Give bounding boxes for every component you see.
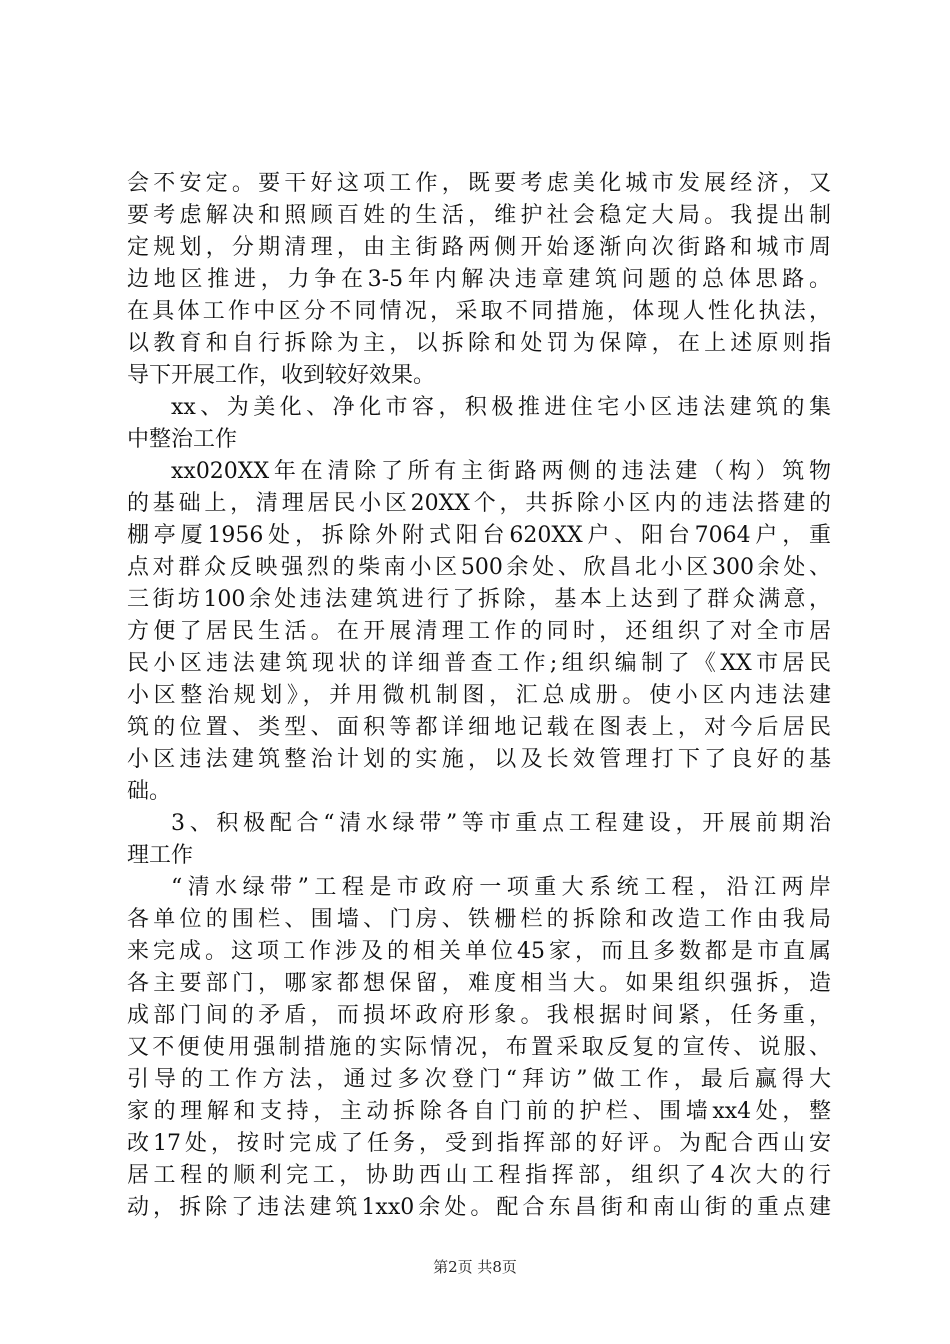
text-line: 民小区违法建筑现状的详细普查工作;组织编制了《XX市居民 — [127, 651, 831, 676]
text-line: xx、为美化、净化市容，积极推进住宅小区违法建筑的集 — [171, 395, 831, 420]
text-line: 引导的工作方法，通过多次登门“拜访”做工作，最后赢得大 — [127, 1067, 831, 1092]
text-line: 又不便使用强制措施的实际情况，布置采取反复的宣传、说服、 — [127, 1035, 831, 1060]
text-line: “清水绿带”工程是市政府一项重大系统工程，沿江两岸 — [171, 875, 831, 900]
text-line: 小区违法建筑整治计划的实施，以及长效管理打下了良好的基 — [127, 747, 831, 772]
text-line: 成部门间的矛盾，而损坏政府形象。我根据时间紧，任务重， — [127, 1003, 831, 1028]
text-line: 小区整治规划》，并用微机制图，汇总成册。使小区内违法建 — [127, 683, 831, 708]
text-line: 础。 — [127, 779, 172, 804]
text-line: xx020XX年在清除了所有主街路两侧的违法建（构）筑物 — [171, 459, 831, 484]
text-line: 中整治工作 — [127, 427, 238, 452]
text-line: 各主要部门，哪家都想保留，难度相当大。如果组织强拆，造 — [127, 971, 831, 996]
text-line: 3、积极配合“清水绿带”等市重点工程建设，开展前期治 — [171, 811, 831, 836]
text-line: 改17处，按时完成了任务，受到指挥部的好评。为配合西山安 — [127, 1131, 831, 1156]
text-line: 理工作 — [127, 843, 194, 868]
document-body — [127, 168, 831, 1224]
text-line: 各单位的围栏、围墙、门房、铁栅栏的拆除和改造工作由我局 — [127, 907, 831, 932]
text-line: 在具体工作中区分不同情况，采取不同措施，体现人性化执法， — [127, 299, 831, 324]
text-line: 要考虑解决和照顾百姓的生活，维护社会稳定大局。我提出制 — [127, 203, 831, 228]
text-line: 居工程的顺利完工，协助西山工程指挥部，组织了4次大的行 — [127, 1163, 831, 1188]
text-line: 的基础上，清理居民小区20XX个，共拆除小区内的违法搭建的 — [127, 491, 831, 516]
text-line: 定规划，分期清理，由主街路两侧开始逐渐向次街路和城市周 — [127, 235, 831, 260]
text-line: 家的理解和支持，主动拆除各自门前的护栏、围墙xx4处，整 — [127, 1099, 831, 1124]
text-line: 边地区推进，力争在3-5年内解决违章建筑问题的总体思路。 — [127, 267, 831, 292]
text-line: 棚亭厦1956处，拆除外附式阳台620XX户、阳台7064户，重 — [127, 523, 831, 548]
text-line: 导下开展工作，收到较好效果。 — [127, 363, 436, 388]
text-line: 筑的位置、类型、面积等都详细地记载在图表上，对今后居民 — [127, 715, 831, 740]
text-line: 点对群众反映强烈的柴南小区500余处、欣昌北小区300余处、 — [127, 555, 831, 580]
text-line: 来完成。这项工作涉及的相关单位45家，而且多数都是市直属 — [127, 939, 831, 964]
text-line: 会不安定。要干好这项工作，既要考虑美化城市发展经济，又 — [127, 171, 831, 196]
text-line: 以教育和自行拆除为主，以拆除和处罚为保障，在上述原则指 — [127, 331, 831, 356]
text-line: 三街坊100余处违法建筑进行了拆除，基本上达到了群众满意， — [127, 587, 831, 612]
page-footer: 第2页 共8页 — [433, 1258, 517, 1276]
text-line: 动，拆除了违法建筑1xx0余处。配合东昌街和南山街的重点建 — [127, 1195, 831, 1220]
text-line: 方便了居民生活。在开展清理工作的同时，还组织了对全市居 — [127, 619, 831, 644]
